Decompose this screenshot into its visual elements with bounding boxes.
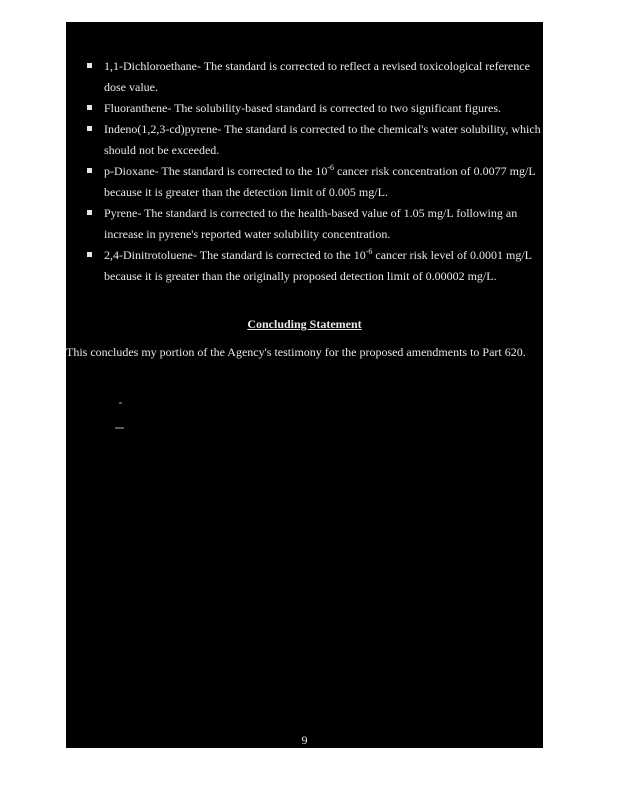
scan-artifact — [119, 402, 122, 404]
bullet-icon — [87, 63, 92, 68]
bullet-icon — [87, 252, 92, 257]
list-item — [66, 245, 543, 287]
list-item-text-start: 2,4-Dinitrotoluene- The standard is corrected to the 10 — [104, 248, 366, 262]
list-item — [66, 98, 543, 119]
list-item-text-start: p-Dioxane- The standard is corrected to the 10 — [104, 164, 328, 178]
list-item-text-end: cancer risk concentration of 0.0077 mg/L because it is greater than the detection limit of 0.005 mg/L. — [104, 164, 536, 199]
list-item — [66, 119, 543, 161]
bullet-icon — [87, 105, 92, 110]
exponent: -6 — [327, 163, 335, 172]
corrections-list — [66, 56, 543, 287]
page-number: 9 — [301, 733, 308, 747]
list-item-text: Indeno(1,2,3-cd)pyrene- The standard is corrected to the chemical's water solubility, which should not be exceeded. — [104, 122, 541, 157]
list-item — [66, 203, 543, 245]
bullet-icon — [87, 126, 92, 131]
list-item-text: 1,1-Dichloroethane- The standard is corrected to reflect a revised toxicological reference dose value. — [104, 59, 530, 94]
list-item-text: Pyrene- The standard is corrected to the health-based value of 1.05 mg/L following an increase in pyrene's reported water solubility concentration. — [104, 206, 518, 241]
exponent: -6 — [365, 247, 373, 256]
list-item — [66, 161, 543, 203]
bullet-icon — [87, 210, 92, 215]
scan-artifact — [115, 427, 124, 429]
list-item-text: Fluoranthene- The solubility-based standard is corrected to two significant figures. — [104, 101, 502, 115]
section-heading: Concluding Statement — [247, 317, 362, 331]
list-item — [66, 56, 543, 98]
bullet-icon — [87, 168, 92, 173]
document-page — [66, 22, 543, 748]
concluding-paragraph: This concludes my portion of the Agency's testimony for the proposed amendments to Part 620. — [66, 345, 526, 359]
list-item-text-end: cancer risk level of 0.0001 mg/L because it is greater than the originally proposed detection limit of 0.00002 mg/L. — [104, 248, 532, 283]
